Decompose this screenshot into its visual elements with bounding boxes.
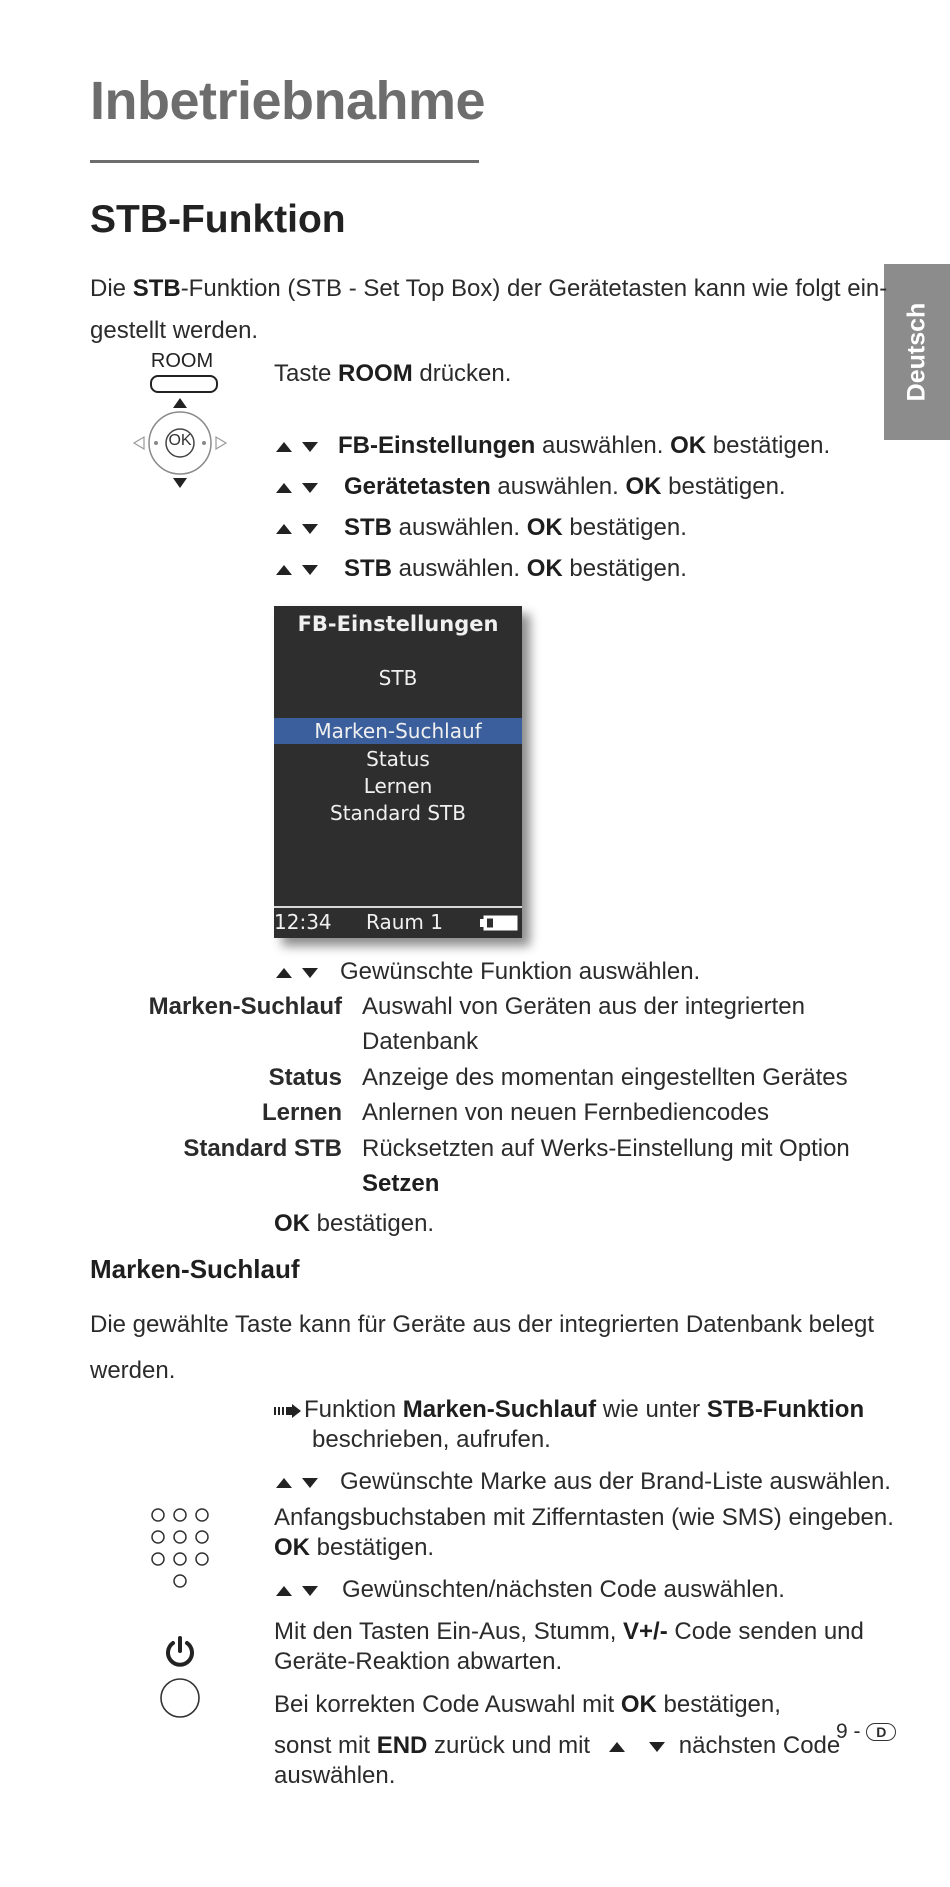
step-text (274, 1617, 864, 1647)
step-text: auswählen. (392, 514, 527, 541)
up-down-arrows-icon (603, 1740, 673, 1754)
step-text: auswählen. (535, 432, 671, 459)
step-bold: FB-Einstellungen (338, 432, 536, 459)
page-title: Inbetriebnahme (90, 71, 486, 131)
page-number (836, 1720, 896, 1744)
confirm-step (274, 1210, 434, 1238)
step-text: zurück und mit (427, 1732, 591, 1759)
up-down-arrows-icon (276, 1576, 342, 1604)
page-number-text: 9 - (836, 1720, 861, 1743)
definition-term: Standard STB (183, 1135, 342, 1162)
definition-term: Status (268, 1064, 342, 1091)
definition-term: Marken-Suchlauf (148, 993, 342, 1020)
step-1 (276, 432, 830, 460)
up-down-arrows-icon (276, 514, 344, 542)
sub-step-5 (274, 1617, 864, 1677)
remote-display-screen (274, 606, 522, 938)
step-text: nächsten Code (678, 1732, 841, 1759)
step-4 (276, 555, 687, 583)
choose-function-step (276, 958, 700, 986)
step-bold: ROOM (338, 360, 413, 387)
sub-step-6 (274, 1691, 781, 1719)
step-text: drücken. (412, 360, 512, 387)
step-text: bestätigen. (310, 1210, 435, 1237)
step-ok: OK (526, 514, 563, 541)
language-side-tab (884, 264, 950, 440)
screen-time: 12:34 (274, 910, 332, 934)
section-title: STB-Funktion (90, 198, 346, 241)
language-side-tab-label: Deutsch (902, 302, 931, 402)
screen-menu-item[interactable]: Lernen (363, 774, 433, 798)
step-text: bestätigen. (706, 432, 831, 459)
step-text: Gewünschte Funktion auswählen. (340, 958, 701, 985)
definition-desc: Anlernen von neuen Fernbediencodes (362, 1099, 769, 1126)
power-icon (163, 1635, 197, 1669)
screen-status-bar (274, 906, 522, 938)
step-text: Gewünschte Marke aus der Brand-Liste auswählen. (340, 1468, 891, 1495)
room-key-shape (150, 375, 218, 393)
intro-text: -Funktion (STB - Set Top Box) der Gerätetasten kann wie folgt ein- (180, 275, 888, 302)
step-bold: STB (344, 514, 392, 541)
intro-text: Die (90, 275, 133, 302)
definition-desc: Rücksetzten auf Werks-Einstellung mit Option (362, 1135, 850, 1162)
room-key-label: ROOM (150, 350, 214, 372)
step-bold: Gerätetasten (344, 473, 491, 500)
sub-step-3-line-2 (274, 1533, 894, 1563)
definition-desc-bold: Setzen (362, 1170, 440, 1197)
sub-step-3-line-1: Anfangsbuchstaben mit Zifferntasten (wie SMS) eingeben. (274, 1504, 894, 1531)
language-badge: D (866, 1723, 896, 1741)
step-bold: STB-Funktion (706, 1396, 865, 1423)
step-bold: END (376, 1732, 428, 1759)
sub-intro-paragraph (90, 1302, 875, 1394)
up-down-arrows-icon (276, 1468, 340, 1496)
sub-step-7 (274, 1731, 840, 1791)
step-text: Gewünschten/nächsten Code auswählen. (342, 1576, 785, 1603)
round-button-icon (158, 1676, 202, 1720)
ok-key-label: OK (168, 432, 192, 449)
definition-desc: Auswahl von Geräten aus der integrierten (362, 993, 805, 1020)
sub-step-5-line-1 (274, 1617, 864, 1647)
up-down-arrows-icon (276, 958, 340, 986)
sub-intro-line-1: Die gewählte Taste kann für Geräte aus der integrierten Datenbank belegt (90, 1311, 875, 1338)
step-text: sonst mit (274, 1732, 377, 1759)
step-2 (276, 473, 786, 501)
arrow-right-icon (274, 1404, 304, 1418)
sub-step-3 (274, 1503, 894, 1563)
screen-title: FB-Einstellungen (297, 612, 499, 636)
battery-icon (480, 915, 518, 931)
step-3 (276, 514, 687, 542)
sub-step-7-line-2: auswählen. (274, 1762, 396, 1789)
number-keypad-icon (148, 1505, 214, 1591)
step-ok: OK (526, 555, 563, 582)
step-ok: OK (625, 473, 662, 500)
step-bold: Marken-Suchlauf (402, 1396, 597, 1423)
sub-step-1-line-2: beschrieben, aufrufen. (312, 1426, 551, 1453)
step-ok: OK (274, 1210, 310, 1237)
sub-step-5-line-2: Geräte-Reaktion abwarten. (274, 1648, 563, 1675)
step-text: Taste (274, 360, 339, 387)
definition-desc: Datenbank (362, 1028, 479, 1055)
up-down-arrows-icon (276, 473, 344, 501)
step-text: wie unter (596, 1396, 707, 1423)
step-text: bestätigen, (656, 1691, 781, 1718)
intro-bold: STB (132, 275, 181, 302)
screen-menu-item[interactable]: Status (366, 747, 430, 771)
sub-step-1 (274, 1395, 864, 1455)
step-text: bestätigen. (562, 514, 687, 541)
intro-line-1 (90, 268, 888, 310)
title-underline (90, 160, 479, 163)
intro-paragraph (90, 268, 888, 352)
step-text: Bei korrekten Code Auswahl mit (274, 1691, 621, 1718)
step-ok: OK (274, 1534, 310, 1561)
up-down-arrows-icon (276, 432, 338, 460)
screen-subtitle: STB (378, 666, 418, 690)
subsection-title: Marken-Suchlauf (90, 1254, 300, 1284)
step-text: Mit den Tasten Ein-Aus, Stumm, (274, 1618, 624, 1645)
definition-term: Lernen (261, 1099, 342, 1126)
step-text: bestätigen. (562, 555, 687, 582)
sub-step-7-line-1 (274, 1731, 840, 1761)
room-key-icon (142, 350, 222, 392)
step-room (274, 360, 511, 388)
definition-desc: Anzeige des momentan eingestellten Gerätes (362, 1064, 848, 1091)
step-bold: STB (344, 555, 392, 582)
step-text: auswählen. (392, 555, 527, 582)
step-ok: OK (670, 432, 707, 459)
intro-line-2: gestellt werden. (90, 317, 259, 344)
sub-intro-line-2: werden. (90, 1357, 176, 1384)
step-text: bestätigen. (310, 1534, 435, 1561)
step-text: Code senden und (667, 1618, 864, 1645)
up-down-arrows-icon (276, 555, 344, 583)
sub-step-2 (276, 1468, 891, 1496)
sub-step-4 (276, 1576, 785, 1604)
step-text: Funktion (304, 1396, 403, 1423)
screen-menu-item[interactable]: Standard STB (330, 801, 466, 825)
screen-menu-item-selected[interactable]: Marken-Suchlauf (274, 718, 522, 744)
step-text: auswählen. (490, 473, 626, 500)
step-text: bestätigen. (661, 473, 786, 500)
step-ok: OK (620, 1691, 657, 1718)
screen-room: Raum 1 (366, 910, 443, 934)
step-bold: V+/- (623, 1618, 668, 1645)
